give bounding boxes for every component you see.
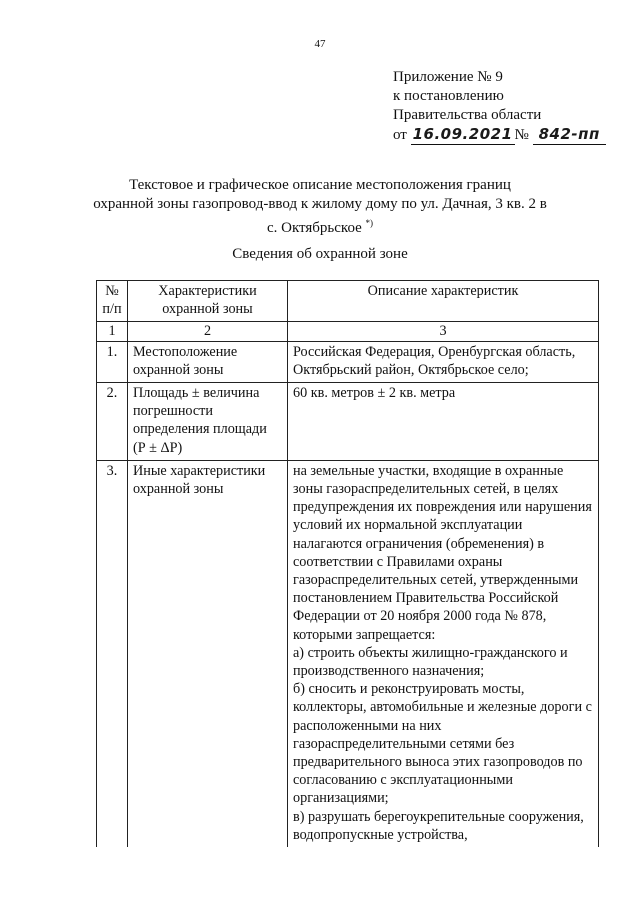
title-line-3 <box>60 214 580 238</box>
title-line-1: Текстовое и графическое описание местоположения границ <box>129 177 511 193</box>
zone-info-table <box>96 280 599 847</box>
row-description <box>288 460 599 847</box>
row-characteristic: Иные характеристики охранной зоны <box>128 460 288 847</box>
appendix-date-line <box>393 125 606 145</box>
row-characteristic: Площадь ± величина погрешности определения площади (Р ± ΔР) <box>128 383 288 461</box>
table-row <box>97 341 599 382</box>
table-index-row <box>97 322 599 341</box>
handwritten-date: 16.09.2021 <box>412 125 513 143</box>
description-paragraph: а) строить объекты жилищно-гражданского и производственного назначения; <box>293 644 568 680</box>
table-row <box>97 460 599 847</box>
title-village: с. Октябрьское <box>266 220 362 236</box>
page-number: 47 <box>314 38 326 50</box>
row-characteristic: Местоположение охранной зоны <box>128 341 288 382</box>
appendix-block <box>393 68 606 145</box>
appendix-title: Приложение № 9 <box>393 69 503 85</box>
footnote-mark: *) <box>365 218 374 228</box>
row-number: 3. <box>97 460 128 847</box>
description-paragraph: в) разрушать берегоукрепительные сооружения, водопропускные устройства, <box>293 808 584 843</box>
row-number: 1. <box>97 341 128 382</box>
description-paragraph: б) сносить и реконструировать мосты, коллекторы, автомобильные и железные дороги с расположенными на них газораспределительными сетями без предварительного выноса этих газопроводов по согласованию с эксплуатационными организациями; <box>293 681 592 807</box>
row-description: 60 кв. метров ± 2 кв. метра <box>288 383 599 461</box>
title-line-2: охранной зоны газопровод-ввод к жилому дому по ул. Дачная, 3 кв. 2 в <box>93 196 547 212</box>
index-cell: 3 <box>288 322 599 341</box>
document-title <box>60 176 580 238</box>
index-cell: 1 <box>97 322 128 341</box>
row-number: 2. <box>97 383 128 461</box>
description-paragraph: на земельные участки, входящие в охранные зоны газораспределительных сетей, в целях предупреждения их повреждения или нарушения условий их нормальной эксплуатации налагаются ограничения (обременения) в соответствии с Правилами охраны газораспределительных сетей, утвержденными постановлением Правительства Российской Федерации от 20 ноября 2000 года № 878, которыми запрещается: <box>293 462 592 643</box>
section-title: Сведения об охранной зоне <box>232 246 408 262</box>
handwritten-number: 842-пп <box>533 125 606 145</box>
number-prefix: № <box>514 127 529 143</box>
header-description: Описание характеристик <box>288 281 599 322</box>
table-header-row <box>97 281 599 322</box>
header-number: № п/п <box>97 281 128 322</box>
table-row <box>97 383 599 461</box>
appendix-government: Правительства области <box>393 107 542 123</box>
row-description: Российская Федерация, Оренбургская область, Октябрьский район, Октябрьское село; <box>288 341 599 382</box>
appendix-to-resolution: к постановлению <box>393 88 504 104</box>
index-cell: 2 <box>128 322 288 341</box>
from-prefix: от <box>393 127 407 143</box>
header-characteristics: Характеристики охранной зоны <box>128 281 288 322</box>
